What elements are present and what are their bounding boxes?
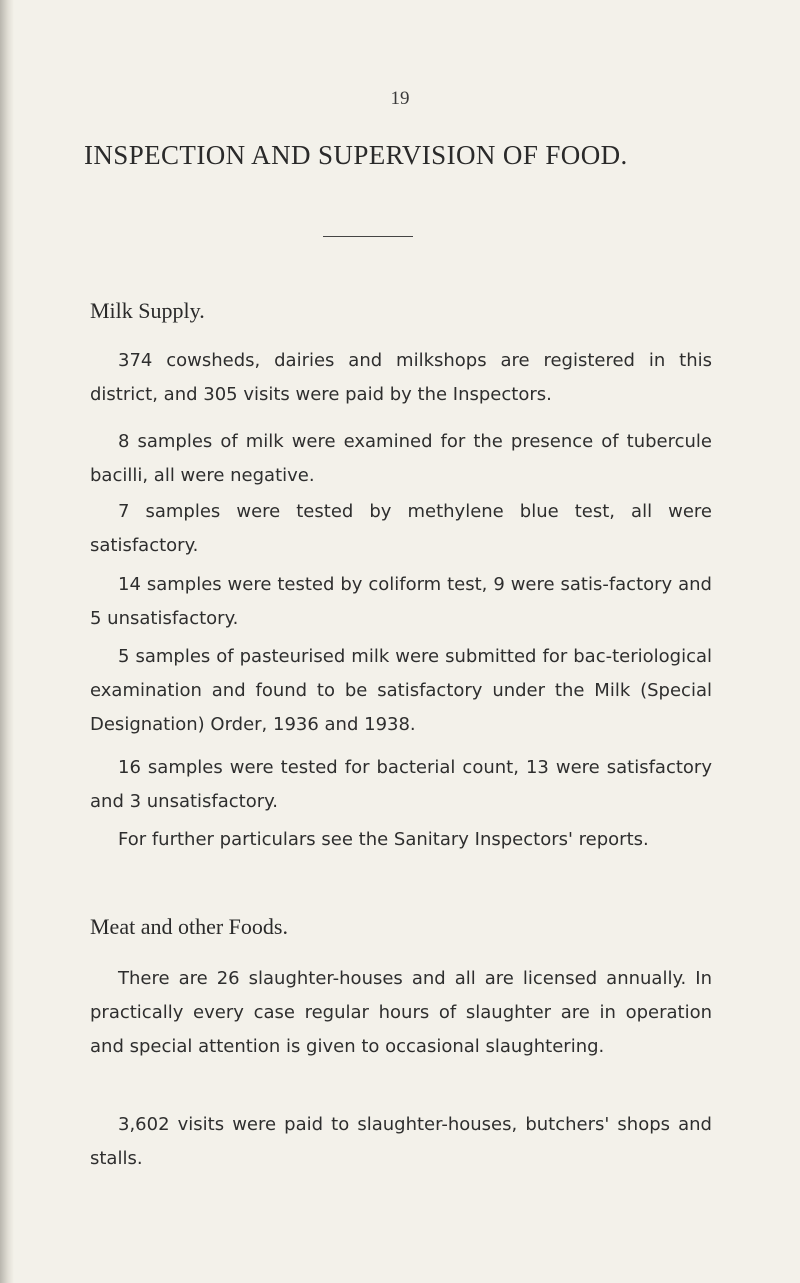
paragraph-text: 374 cowsheds, dairies and milkshops are registered in this district, and 305 visits were paid by the Inspectors. bbox=[90, 350, 712, 405]
milk-paragraph-further-particulars bbox=[90, 823, 712, 857]
title-divider bbox=[323, 236, 413, 237]
milk-paragraph-registered bbox=[90, 344, 712, 412]
paragraph-text: 5 samples of pasteurised milk were submitted for bac-teriological examination and found to be satisfactory under the Milk (Special Designation) Order, 1936 and 1938. bbox=[90, 646, 712, 735]
section-heading-meat-and-other-foods: Meat and other Foods. bbox=[90, 914, 288, 939]
milk-paragraph-methylene bbox=[90, 495, 712, 563]
page-edge-shadow bbox=[0, 0, 14, 1283]
milk-paragraph-coliform bbox=[90, 568, 712, 636]
paragraph-text: 16 samples were tested for bacterial count, 13 were satisfactory and 3 unsatisfactory. bbox=[90, 757, 712, 812]
paragraph-text: 7 samples were tested by methylene blue test, all were satisfactory. bbox=[90, 501, 712, 556]
page-title: INSPECTION AND SUPERVISION OF FOOD. bbox=[84, 140, 628, 170]
paragraph-text: There are 26 slaughter-houses and all are licensed annually. In practically every case regular hours of slaughter are in operation and special attention is given to occasional slaughtering. bbox=[90, 968, 712, 1057]
paragraph-text: 3,602 visits were paid to slaughter-houses, butchers' shops and stalls. bbox=[90, 1114, 712, 1169]
meat-paragraph-visits bbox=[90, 1108, 712, 1176]
section-heading-milk-supply: Milk Supply. bbox=[90, 298, 205, 323]
milk-paragraph-pasteurised bbox=[90, 640, 712, 742]
milk-paragraph-bacterial-count bbox=[90, 751, 712, 819]
page-number: 19 bbox=[390, 88, 410, 109]
meat-paragraph-slaughter-houses bbox=[90, 962, 712, 1064]
paragraph-text: 14 samples were tested by coliform test, 9 were satis-factory and 5 unsatisfactory. bbox=[90, 574, 712, 629]
paragraph-text: 8 samples of milk were examined for the presence of tubercule bacilli, all were negative. bbox=[90, 431, 712, 486]
milk-paragraph-tubercule bbox=[90, 425, 712, 493]
paragraph-text: For further particulars see the Sanitary Inspectors' reports. bbox=[118, 829, 649, 850]
